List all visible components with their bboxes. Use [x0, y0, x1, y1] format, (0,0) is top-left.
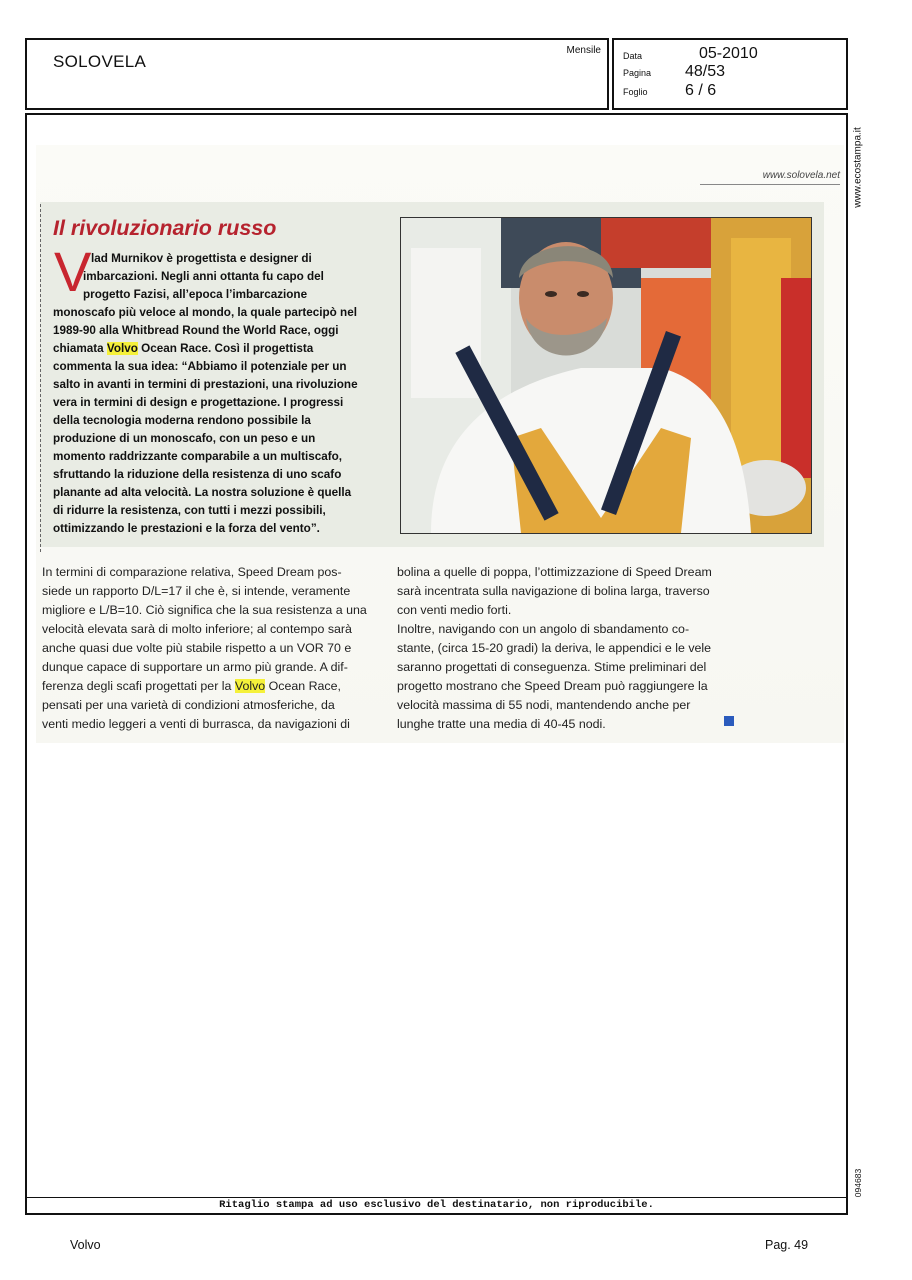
- client-name: Volvo: [70, 1238, 101, 1252]
- intro-line: di ridurre la resistenza, con tutti i mezzi possibili,: [53, 504, 326, 517]
- intro-line: commenta la sua idea: “Abbiamo il potenziale per un: [53, 360, 347, 373]
- body-line: saranno progettati di conseguenza. Stime preliminari del: [397, 660, 707, 674]
- end-of-article-square-icon: [724, 716, 734, 726]
- body-line: migliore e L/B=10. Ciò significa che la sua resistenza a una: [42, 603, 367, 617]
- meta-label: Pagina: [623, 68, 652, 78]
- divider: [40, 204, 41, 552]
- frequency-label: Mensile: [566, 45, 601, 56]
- header-publication-box: [25, 38, 609, 110]
- intro-line: ottimizzando le prestazioni e la forza del vento”.: [53, 522, 320, 535]
- intro-line: salto in avanti in termini di prestazioni, una rivoluzione: [53, 378, 358, 391]
- meta-value: 48/53: [685, 63, 726, 80]
- site-url: www.solovela.net: [762, 170, 840, 181]
- body-line: con venti medio forti.: [397, 603, 512, 617]
- highlighted-keyword: Volvo: [234, 679, 266, 693]
- body-line: sarà incentrata sulla navigazione di bolina larga, traverso: [397, 584, 710, 598]
- meta-value: 6 / 6: [685, 82, 717, 99]
- side-url: www.ecostampa.it: [852, 127, 864, 208]
- divider: [700, 184, 840, 185]
- highlighted-keyword: Volvo: [106, 342, 138, 355]
- page-number: Pag. 49: [765, 1238, 809, 1252]
- body-line: dunque capace di supportare un armo più grande. A dif-: [42, 660, 348, 674]
- body-line: pensati per una varietà di condizioni atmosferiche, da: [42, 698, 335, 712]
- intro-line: sfruttando la riduzione della resistenza di uno scafo: [53, 468, 342, 481]
- portrait-illustration: [401, 218, 811, 533]
- body-line: anche quasi due volte più stabile rispetto a un VOR 70 e: [42, 641, 352, 655]
- intro-line: lad Murnikov è progettista e designer di: [91, 252, 312, 265]
- intro-line: vera in termini di design e progettazione. I progressi: [53, 396, 344, 409]
- intro-line: momento raddrizzante comparabile a un multiscafo,: [53, 450, 342, 463]
- intro-line: produzione di un monoscafo, con un peso e un: [53, 432, 316, 445]
- intro-line: imbarcazioni. Negli anni ottanta fu capo del: [83, 270, 324, 283]
- meta-value: 05-2010: [699, 45, 758, 62]
- intro-line: monoscafo più veloce al mondo, la quale partecipò nel: [53, 306, 357, 319]
- publication-name: SOLOVELA: [53, 52, 147, 71]
- body-line: In termini di comparazione relativa, Speed Dream pos-: [42, 565, 342, 579]
- side-code: 094683: [853, 1168, 863, 1198]
- body-line: lunghe tratte una media di 40-45 nodi.: [397, 717, 606, 731]
- drop-cap: V: [54, 240, 92, 303]
- body-line: velocità massima di 55 nodi, mantendendo anche per: [397, 698, 691, 712]
- article-headline: Il rivoluzionario russo: [53, 216, 277, 240]
- header-meta-box: [612, 38, 848, 110]
- intro-line: planante ad alta velocità. La nostra soluzione è quella: [53, 486, 352, 499]
- body-line: progetto mostrano che Speed Dream può raggiungere la: [397, 679, 708, 693]
- footer-notice: Ritaglio stampa ad uso esclusivo del destinatario, non riproducibile.: [219, 1199, 654, 1211]
- body-line: bolina a quelle di poppa, l’ottimizzazione di Speed Dream: [397, 565, 712, 579]
- body-line: siede un rapporto D/L=17 il che è, si intende, veramente: [42, 584, 351, 598]
- meta-label: Foglio: [623, 87, 648, 97]
- intro-line: 1989-90 alla Whitbread Round the World Race, oggi: [53, 324, 339, 337]
- intro-line: della tecnologia moderna rendono possibile la: [53, 414, 311, 427]
- intro-line-volvo: chiamata Volvo Ocean Race. Così il progettista: [53, 342, 314, 355]
- divider: [25, 1197, 848, 1198]
- portrait-photo: [400, 217, 812, 534]
- meta-label: Data: [623, 51, 643, 61]
- body-line: venti medio leggeri a venti di burrasca, da navigazioni di: [42, 717, 350, 731]
- body-line: stante, (circa 15-20 gradi) la deriva, le appendici e le vele: [397, 641, 712, 655]
- body-line: velocità elevata sarà di molto inferiore; al contempo sarà: [42, 622, 352, 636]
- body-line-volvo: ferenza degli scafi progettati per la Volvo Ocean Race,: [42, 679, 341, 693]
- intro-line: progetto Fazisi, all’epoca l’imbarcazione: [83, 288, 308, 301]
- body-line: Inoltre, navigando con un angolo di sbandamento co-: [397, 622, 690, 636]
